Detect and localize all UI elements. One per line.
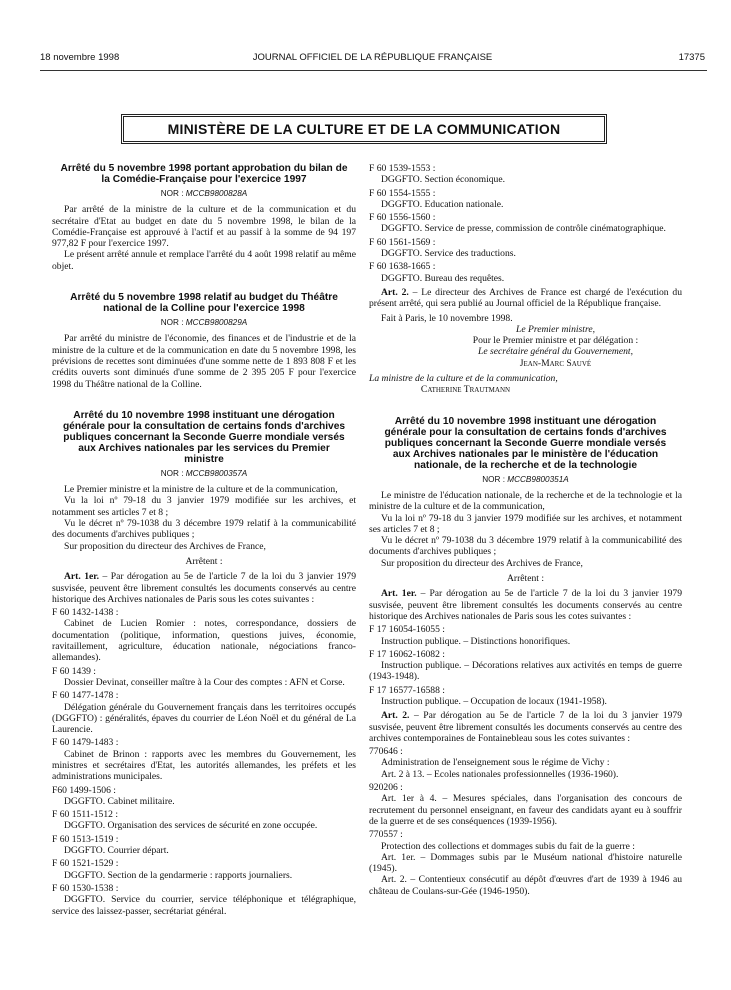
list-item-desc: DGGFTO. Cabinet militaire. xyxy=(64,795,175,807)
arrete-4-title: Arrêté du 10 novembre 1998 instituant une dérogation générale pour la consultation de certains fonds d'archives publiques concernant la Seconde Guerre mondiale versés aux Archives nationales par le ministère de l'éducation nationale, de la recherche et de la technologie xyxy=(384,415,667,471)
list-item-desc: DGGFTO. Courrier départ. xyxy=(64,845,169,857)
list-item-desc: Art. 2. – Contentieux consécutif au dépôt d'œuvres d'art de 1939 à 1946 au château de Coulans-sur-Gée (1946-1950). xyxy=(369,874,682,897)
page-header xyxy=(40,52,705,68)
arrete-3-arretent: Arrêtent : xyxy=(185,555,223,567)
right-column xyxy=(369,163,682,897)
arrete-2-body: Par arrêté du ministre de l'économie, des finances et de l'industrie et de la ministre de la culture et de la communication en date du 5 novembre 1998, les prévisions de recettes sont diminuées d'une somme nette de 1 893 808 F et les crédits ouverts sont diminués d'une somme de 2 395 205 F pour l'exercice 1998 du Théâtre national de la Colline. xyxy=(52,333,356,390)
list-item-code: F 60 1513-1519 : xyxy=(52,833,119,845)
arrete-4-vu-1: Vu la loi nº 79-18 du 3 janvier 1979 modifiée sur les archives, et notamment ses articles 7 et 8 ; xyxy=(369,512,682,535)
list-item-desc: Protection des collections et dommages subis du fait de la guerre : xyxy=(381,840,635,852)
list-item-code: F 60 1530-1538 : xyxy=(52,882,119,894)
list-item-desc: Administration de l'enseignement sous le régime de Vichy : xyxy=(381,757,610,769)
list-item-desc: Délégation générale du Gouvernement français dans les territoires occupés (DGGFTO) : généralités, épaves du courrier de Léon Noël et du général de La Laurencie. xyxy=(52,701,356,736)
arrete-3-article-2: Art. 2. – Le directeur des Archives de France est chargé de l'exécution du présent arrêté, qui sera publié au Journal officiel de la République française. xyxy=(369,286,683,310)
arrete-4-intro: Le ministre de l'éducation nationale, de la recherche et de la technologie et la ministre de la culture et de la communication, xyxy=(369,489,682,513)
left-column xyxy=(52,163,356,917)
list-item-desc: DGGFTO. Bureau des requêtes. xyxy=(381,272,505,284)
list-item-desc: Cabinet de Brinon : rapports avec les membres du Gouvernement, les ministres et secrétaires d'Etat, les autorités allemandes, les préfets et les administrations municipales. xyxy=(52,748,356,783)
arrete-2-nor: NOR : MCCB9800829A xyxy=(160,318,248,328)
list-item-desc: Cabinet de Lucien Romier : notes, correspondance, dossiers de documentation (politique, information, questions juives, économie, ravitaillement, agriculture, éducation nationale, négociations franco-allemandes). xyxy=(52,618,356,664)
list-item-code: F 60 1638-1665 : xyxy=(369,261,436,273)
arrete-4-arretent: Arrêtent : xyxy=(506,573,545,585)
list-item-desc: Instruction publique. – Distinctions honorifiques. xyxy=(381,635,571,647)
list-item-code: F 60 1511-1512 : xyxy=(52,809,119,821)
list-item-code: F 17 16577-16588 : xyxy=(369,684,445,696)
arrete-1-body-2: Le présent arrêté annule et remplace l'arrêté du 4 août 1998 relatif au même objet. xyxy=(52,249,356,272)
list-item-code: F 60 1561-1569 : xyxy=(369,236,436,248)
arrete-3-title: Arrêté du 10 novembre 1998 instituant une dérogation générale pour la consultation de certains fonds d'archives publiques concernant la Seconde Guerre mondiale versés aux Archives nationales par les services du Premier ministre xyxy=(62,409,346,465)
arrete-3-fait: Fait à Paris, le 10 novembre 1998. xyxy=(381,312,513,324)
arrete-3-vu-2: Vu le décret nº 79-1038 du 3 décembre 1979 relatif à la communicabilité des documents d'archives publiques ; xyxy=(52,518,356,541)
list-item-code: F 17 16062-16082 : xyxy=(369,648,445,660)
arrete-4-article-2: Art. 2. – Par dérogation au 5e de l'article 7 de la loi du 3 janvier 1979 susvisée, peuvent être librement consultés les documents conservés au centre des archives contemporaines de Fontainebleau sous les cotes suivantes : xyxy=(369,710,682,744)
list-item-desc: DGGFTO. Service des traductions. xyxy=(381,248,516,260)
signature-delegation: Pour le Premier ministre et par délégation : xyxy=(472,335,639,347)
header-journal: JOURNAL OFFICIEL DE LA RÉPUBLIQUE FRANÇAISE xyxy=(252,52,493,63)
header-date: 18 novembre 1998 xyxy=(40,52,120,63)
list-item-code: F 60 1521-1529 : xyxy=(52,858,119,870)
list-item-code: F 60 1556-1560 : xyxy=(369,212,436,224)
list-item-desc: DGGFTO. Service du courrier, service téléphonique et télégraphique, service des laissez-passer, secrétariat général. xyxy=(52,894,356,917)
list-item-code: F60 1499-1506 : xyxy=(52,784,116,796)
list-item-code: F 60 1554-1555 : xyxy=(369,187,436,199)
list-item-code: F 60 1479-1483 : xyxy=(52,737,119,749)
arrete-3-nor: NOR : MCCB9800357A xyxy=(160,468,248,478)
signature-sg-title: Le secrétaire général du Gouvernement, xyxy=(478,346,633,358)
arrete-2-title: Arrêté du 5 novembre 1998 relatif au budget du Théâtre national de la Colline pour l'exercice 1998 xyxy=(70,292,338,315)
list-item-desc: Dossier Devinat, conseiller maître à la Cour des comptes : AFN et Corse. xyxy=(64,676,345,688)
list-item-code: F 60 1439 : xyxy=(52,665,96,677)
signature-sg-name: Jean-Marc Sauvé xyxy=(519,357,592,369)
arrete-3-items-right xyxy=(369,163,682,284)
list-item-desc: DGGFTO. Education nationale. xyxy=(381,198,504,210)
signature-ministre-title: La ministre de la culture et de la communication, xyxy=(369,373,558,385)
header-rule xyxy=(40,70,707,71)
arrete-4-proposition: Sur proposition du directeur des Archives de France, xyxy=(381,557,583,569)
signature-ministre-name: Catherine Trautmann xyxy=(420,384,511,396)
list-item-desc: Art. 1er à 4. – Mesures spéciales, dans l'organisation des concours de recrutement du personnel enseignant, en faveur des candidats ayant eu à souffrir de la guerre et de ses conséquences (1939-1956). xyxy=(369,793,682,827)
list-item-desc: Instruction publique. – Décorations relatives aux activités en temps de guerre (1943-1948). xyxy=(369,660,682,683)
arrete-4-vu-2: Vu le décret nº 79-1038 du 3 décembre 1979 relatif à la communicabilité des documents d'archives publiques ; xyxy=(369,535,682,558)
arrete-3-proposition: Sur proposition du directeur des Archives de France, xyxy=(64,540,266,552)
list-item-desc: DGGFTO. Service de presse, commission de contrôle cinématographique. xyxy=(381,223,666,235)
list-item-desc: Art. 2 à 13. – Ecoles nationales professionnelles (1936-1960). xyxy=(381,768,619,780)
list-item-code: F 17 16054-16055 : xyxy=(369,624,445,636)
list-item-code: 770557 : xyxy=(369,829,403,841)
list-item-desc: DGGFTO. Section économique. xyxy=(381,174,505,186)
signature-premier-ministre: Le Premier ministre, xyxy=(516,323,595,335)
arrete-3-article-1: Art. 1er. – Par dérogation au 5e de l'article 7 de la loi du 3 janvier 1979 susvisée, peuvent être librement consultés les documents conservés au centre historique des Archives nationales de Paris sous les cotes suivantes : xyxy=(52,571,356,605)
list-item-desc: Art. 1er. – Dommages subis par le Muséum national d'histoire naturelle (1945). xyxy=(369,851,682,875)
ministry-title: MINISTÈRE DE LA CULTURE ET DE LA COMMUNICATION xyxy=(121,114,607,144)
arrete-4-article-1: Art. 1er. – Par dérogation au 5e de l'article 7 de la loi du 3 janvier 1979 susvisée, peuvent être librement consultés les documents conservés au centre historique des Archives nationales de Paris sous les cotes suivantes : xyxy=(369,588,682,622)
list-item-code: F 60 1539-1553 : xyxy=(369,163,436,174)
arrete-3-intro: Le Premier ministre et la ministre de la culture et de la communication, xyxy=(64,484,338,496)
list-item-code: F 60 1477-1478 : xyxy=(52,690,119,702)
arrete-3-vu-1: Vu la loi nº 79-18 du 3 janvier 1979 modifiée sur les archives, et notamment ses articles 7 et 8 ; xyxy=(52,495,356,518)
list-item-code: F 60 1432-1438 : xyxy=(52,607,119,619)
arrete-1-body: Par arrêté de la ministre de la culture et de la communication et du secrétaire d'Etat au budget en date du 5 novembre 1998, le bilan de la Comédie-Française est approuvé à l'actif et au passif à la somme de 94 197 977,82 F pour l'exercice 1997. xyxy=(52,204,356,250)
arrete-4-nor: NOR : MCCB9800351A xyxy=(482,474,569,484)
list-item-code: 770646 : xyxy=(369,746,403,758)
arrete-1-title: Arrêté du 5 novembre 1998 portant approbation du bilan de la Comédie-Française pour l'exercice 1997 xyxy=(60,163,348,185)
arrete-1-nor: NOR : MCCB9800828A xyxy=(160,189,248,198)
header-page-number: 17375 xyxy=(678,52,705,63)
list-item-desc: DGGFTO. Section de la gendarmerie : rapports journaliers. xyxy=(64,869,293,881)
list-item-code: 920206 : xyxy=(369,782,403,794)
list-item-desc: DGGFTO. Organisation des services de sécurité en zone occupée. xyxy=(64,820,318,832)
arrete-3-items-left xyxy=(52,607,356,917)
list-item-desc: Instruction publique. – Occupation de locaux (1941-1958). xyxy=(381,695,607,707)
